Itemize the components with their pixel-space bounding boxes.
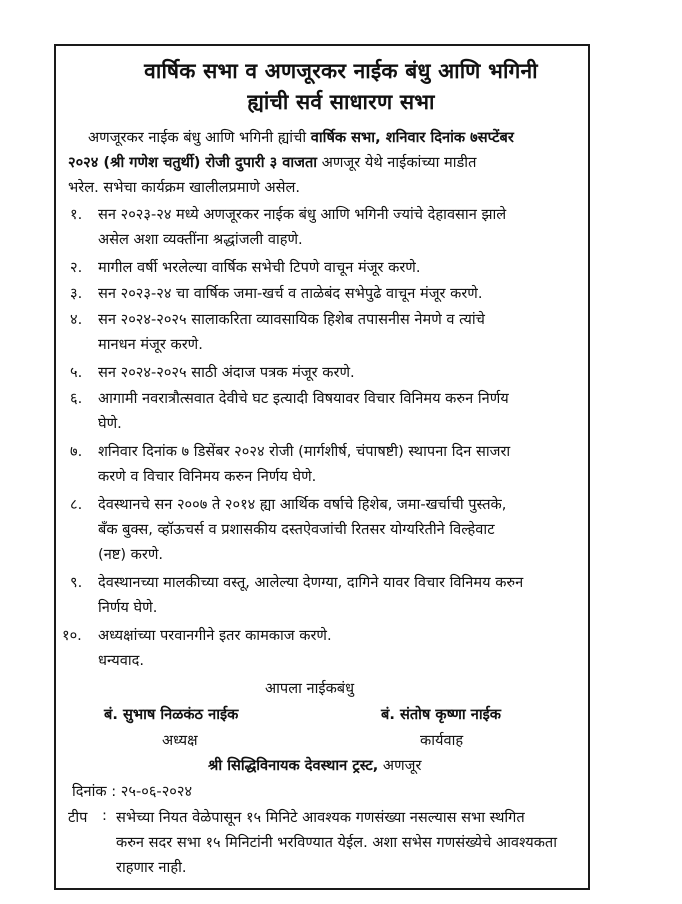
agenda-item-number: ८. bbox=[70, 496, 83, 513]
agenda-item-number: ७. bbox=[70, 443, 83, 460]
agenda-item-text: देवस्थानच्या मालकीच्या वस्तू, आलेल्या देणग्या, दागिने यावर विचार विनिमय करुन bbox=[98, 574, 524, 591]
agenda-item-text: सन २०२४-२०२५ सालाकरिता व्यावसायिक हिशेब तपासनीस नेमणे व त्यांचे bbox=[98, 311, 485, 328]
agenda-item-text: मानधन मंजूर करणे. bbox=[98, 336, 203, 353]
note-line: सभेच्या नियत वेळेपासून १५ मिनिटे आवश्यक गणसंख्या नसल्यास सभा स्थगित bbox=[116, 809, 525, 826]
notice-title-line-2: ह्यांची सर्व साधारण सभा bbox=[247, 90, 435, 114]
note-label: टीप bbox=[68, 809, 88, 826]
intro-line-1: अणजूरकर नाईक बंधु आणि भगिनी ह्यांची वार्षिक सभा, शनिवार दिनांक ७सप्टेंबर bbox=[88, 129, 514, 146]
agenda-item-number: २. bbox=[70, 259, 83, 276]
secretary-name: बं. संतोष कृष्णा नाईक bbox=[381, 706, 502, 723]
president-role: अध्यक्ष bbox=[162, 732, 198, 749]
agenda-item-text: बँक बुक्स, व्हॉऊचर्स व प्रशासकीय दस्तऐवजांची रितसर योग्यरितीने विल्हेवाट bbox=[98, 521, 495, 538]
agenda-item-text: आगामी नवरात्रौत्सवात देवीचे घट इत्यादी विषयावर विचार विनिमय करुन निर्णय bbox=[98, 390, 509, 407]
secretary-role: कार्यवाह bbox=[420, 732, 464, 749]
yours-text: आपला नाईकबंधु bbox=[265, 680, 355, 697]
agenda-item-text: करणे व विचार विनिमय करुन निर्णय घेणे. bbox=[98, 468, 317, 485]
note-line: राहणार नाही. bbox=[116, 859, 187, 876]
agenda-item-number: ६. bbox=[70, 390, 83, 407]
intro-line-3: भरेल. सभेचा कार्यक्रम खालीलप्रमाणे असेल. bbox=[68, 179, 301, 196]
agenda-item-text: देवस्थानचे सन २००७ ते २०१४ ह्या आर्थिक वर्षाचे हिशेब, जमा-खर्चाची पुस्तके, bbox=[98, 496, 507, 513]
agenda-item-text: सन २०२४-२०२५ साठी अंदाज पत्रक मंजूर करणे. bbox=[98, 364, 355, 381]
agenda-item-number: ३. bbox=[70, 285, 83, 302]
agenda-item-text: (नष्ट) करणे. bbox=[98, 546, 164, 563]
agenda-item-text: शनिवार दिनांक ७ डिसेंबर २०२४ रोजी (मार्गशीर्ष, चंपाषष्टी) स्थापना दिन साजरा bbox=[98, 443, 511, 460]
agenda-item-text: निर्णय घेणे. bbox=[98, 599, 158, 616]
agenda-item-number: ४. bbox=[70, 311, 83, 328]
agenda-item-text: मागील वर्षी भरलेल्या वार्षिक सभेची टिपणे वाचून मंजूर करणे. bbox=[98, 259, 421, 276]
agenda-item-text: सन २०२३-२४ मध्ये अणजूरकर नाईक बंधु आणि भगिनी ज्यांचे देहावसान झाले bbox=[98, 206, 507, 223]
thanks-text: धन्यवाद. bbox=[98, 652, 145, 669]
agenda-item-text: असेल अशा व्यक्तींना श्रद्धांजली वाहणे. bbox=[98, 231, 303, 248]
agenda-item-text: अध्यक्षांच्या परवानगीने इतर कामकाज करणे. bbox=[98, 627, 332, 644]
agenda-item-number: ५. bbox=[70, 364, 83, 381]
notice-title-line-1: वार्षिक सभा व अणजूरकर नाईक बंधु आणि भगिनी bbox=[144, 59, 538, 83]
president-name: बं. सुभाष निळकंठ नाईक bbox=[104, 706, 239, 723]
trust-name: श्री सिद्धिविनायक देवस्थान ट्रस्ट, अणजूर bbox=[208, 757, 422, 774]
agenda-item-number: ९. bbox=[70, 574, 83, 591]
note-line: करुन सदर सभा १५ मिनिटांनी भरविण्यात येईल. अशा सभेस गणसंख्येचे आवश्यकता bbox=[116, 834, 558, 851]
agenda-item-number: १०. bbox=[62, 627, 82, 644]
intro-line-2: २०२४ (श्री गणेश चतुर्थी) रोजी दुपारी ३ वाजता अणजूर येथे नाईकांच्या माडीत bbox=[68, 154, 477, 171]
note-colon: : bbox=[102, 807, 107, 824]
agenda-item-text: घेणे. bbox=[98, 415, 122, 432]
agenda-item-text: सन २०२३-२४ चा वार्षिक जमा-खर्च व ताळेबंद सभेपुढे वाचून मंजूर करणे. bbox=[98, 285, 483, 302]
agenda-item-number: १. bbox=[70, 206, 83, 223]
notice-date: दिनांक : २५-०६-२०२४ bbox=[72, 783, 193, 800]
